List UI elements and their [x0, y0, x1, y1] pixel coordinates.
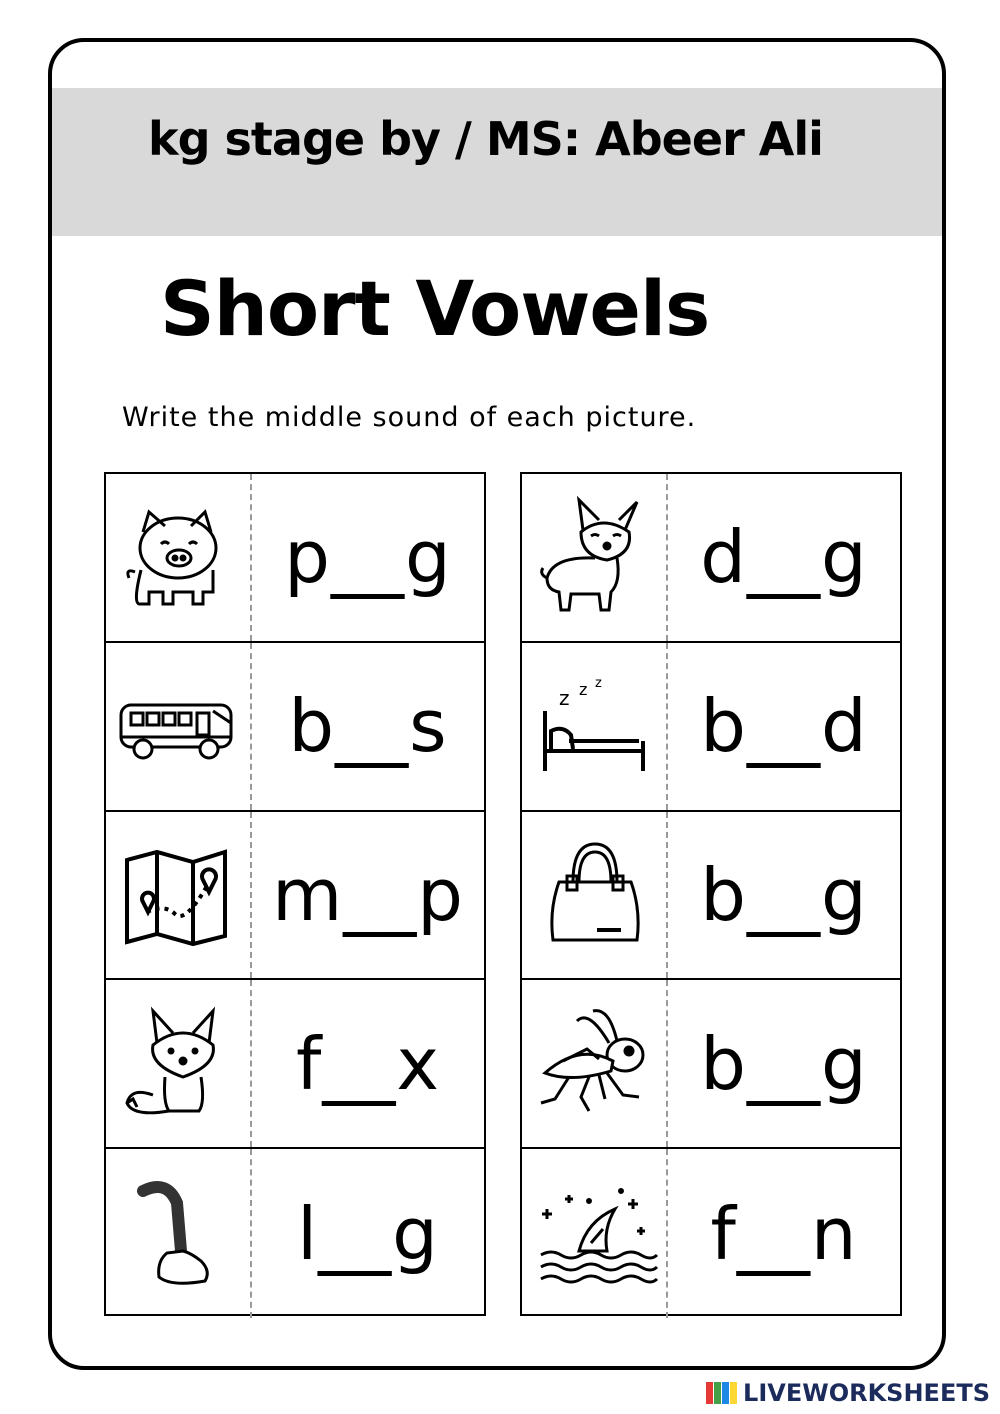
word-blank: b__g — [700, 852, 868, 937]
right-word-grid — [520, 472, 902, 1316]
word-blank: f__x — [296, 1021, 440, 1106]
picture-cell — [522, 812, 668, 979]
brand-name: LIVEWORKSHEETS — [743, 1379, 990, 1407]
pig-icon — [113, 492, 243, 622]
page-title: Short Vowels — [160, 264, 710, 353]
word-blank: m__p — [272, 852, 464, 937]
bug-icon — [529, 999, 659, 1129]
svg-text:z: z — [559, 686, 570, 711]
map-icon — [113, 830, 243, 960]
word-row — [522, 812, 900, 981]
brand-logo-icon — [706, 1382, 737, 1404]
bed-icon — [529, 661, 659, 791]
picture-cell — [522, 1149, 668, 1318]
header-author: kg stage by / MS: Abeer Ali — [148, 112, 823, 166]
word-blank: d__g — [700, 515, 868, 600]
svg-text:z: z — [579, 680, 588, 700]
picture-cell — [522, 980, 668, 1147]
word-blank: f__n — [710, 1191, 858, 1276]
picture-cell — [522, 474, 668, 641]
instructions: Write the middle sound of each picture. — [122, 402, 697, 433]
picture-cell — [522, 643, 668, 810]
leg-icon — [113, 1169, 243, 1299]
worksheet-card — [48, 38, 946, 1370]
svg-text:z: z — [595, 676, 602, 692]
word-row — [106, 812, 484, 981]
picture-cell — [106, 812, 252, 979]
picture-cell — [106, 474, 252, 641]
word-row — [106, 474, 484, 643]
word-blank: b__d — [700, 684, 868, 769]
dog-icon — [529, 492, 659, 622]
word-row — [522, 1149, 900, 1318]
word-row — [106, 980, 484, 1149]
word-blank: p__g — [284, 515, 452, 600]
word-row — [522, 980, 900, 1149]
footer-brand[interactable] — [706, 1378, 990, 1408]
picture-cell — [106, 1149, 252, 1318]
word-row — [106, 643, 484, 812]
fin-icon — [529, 1169, 659, 1299]
picture-cell — [106, 980, 252, 1147]
word-row — [522, 474, 900, 643]
word-blank: b__s — [288, 684, 448, 769]
fox-icon — [113, 999, 243, 1129]
word-row — [106, 1149, 484, 1318]
left-word-grid — [104, 472, 486, 1316]
picture-cell — [106, 643, 252, 810]
word-blank: l__g — [297, 1191, 439, 1276]
bus-icon — [113, 661, 243, 791]
word-row — [522, 643, 900, 812]
word-blank: b__g — [700, 1021, 868, 1106]
bag-icon — [529, 830, 659, 960]
